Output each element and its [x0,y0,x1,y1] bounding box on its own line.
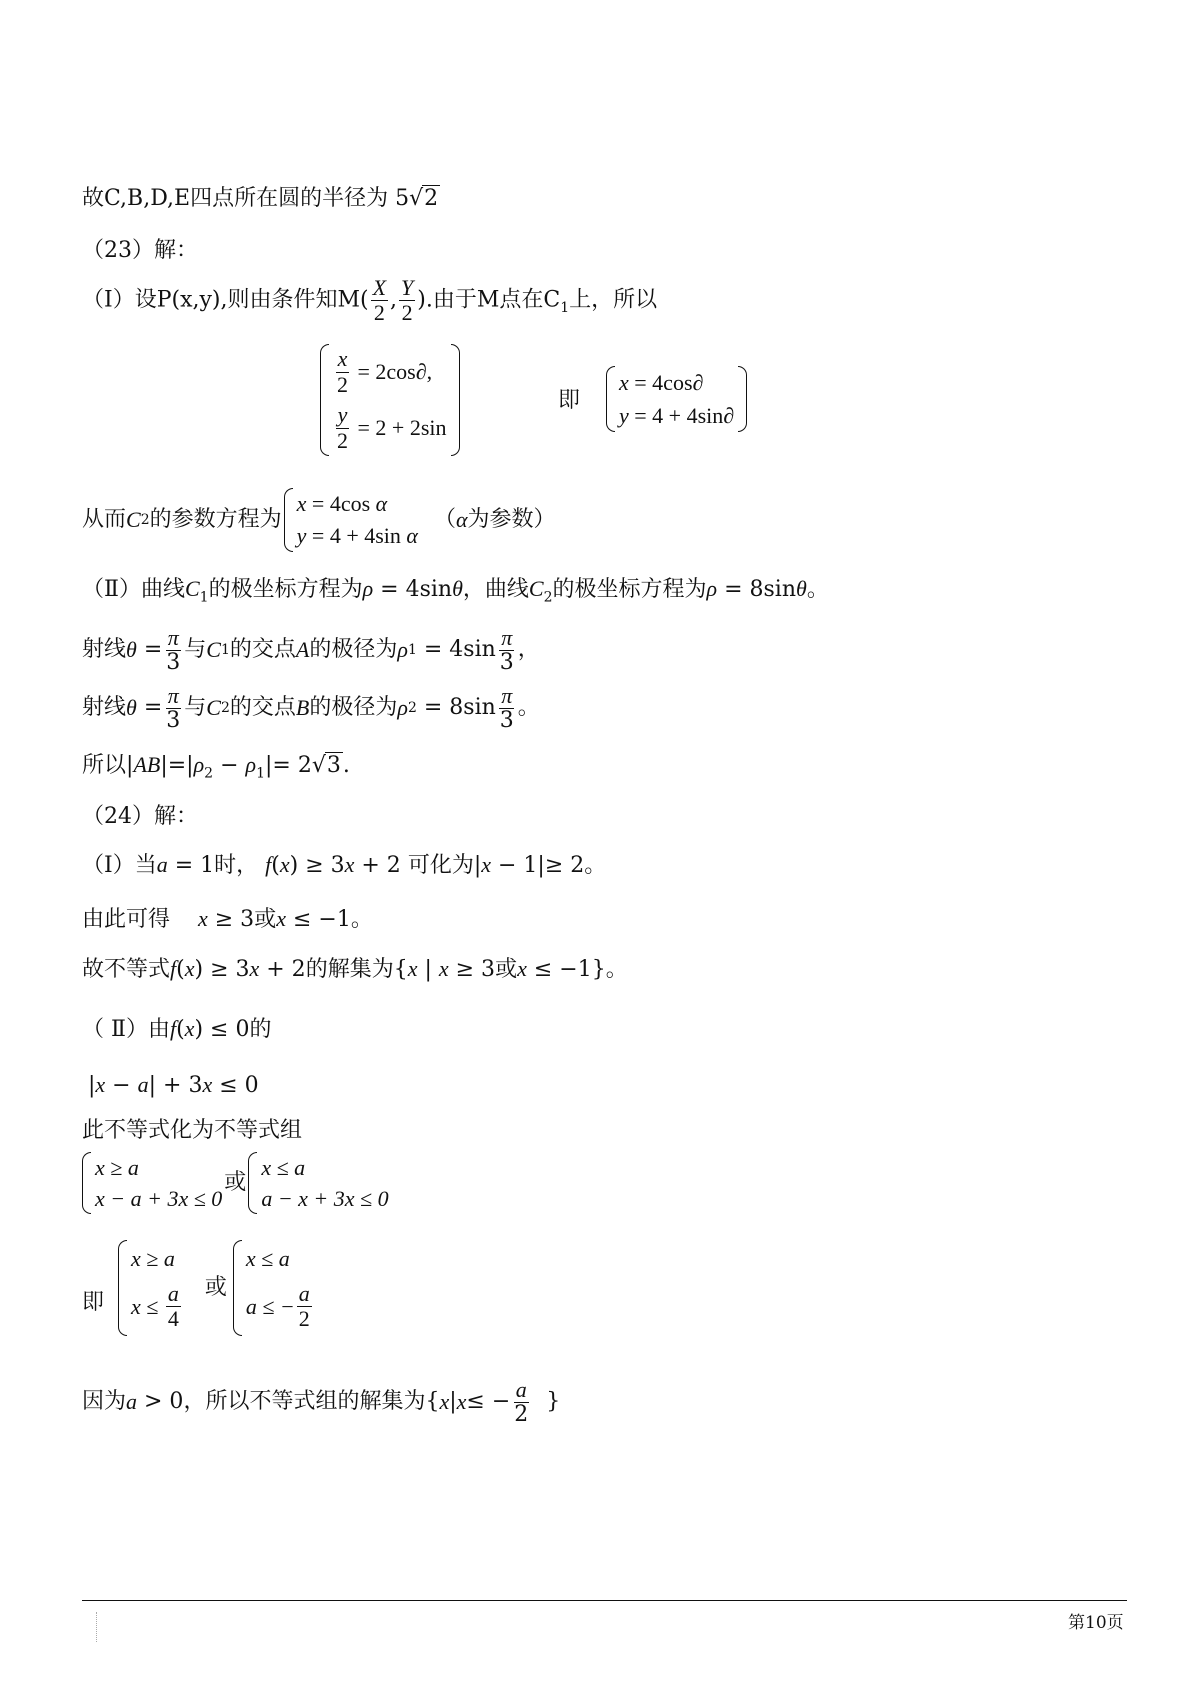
equation-abs-inequality: |x − a| + 3x ≤ 0 [88,1072,259,1098]
equation-simplified-systems: x ≥ a x ≤ $\frac{a}{4}$ 或 x ≤ a a ≤ − $\frac{a}{2}$ [118,1240,314,1336]
page-number: 第10页 [1068,1613,1124,1633]
text-part-2-start: （ Ⅱ）由f(x) ≤ 0的 [82,1016,272,1042]
heading-problem-24: （24）解： [82,804,198,829]
text-final-solution: 因为 a > 0 ，所以不等式组的解集为 { x | x ≤ − $\frac{a}{2}$ } [82,1377,561,1428]
text-system-intro: 此不等式化为不等式组 [82,1118,303,1143]
text-c2-parametric: 从而 C 2 的参数方程为 x = 4cos α y = 4 + 4sin α （ α 为参数） [82,488,556,552]
text-radius-conclusion: 故C,B,D,E四点所在圆的半径为 5√2 [82,186,439,211]
footer-rule [82,1600,1127,1601]
text-ji: 即 [558,388,581,413]
margin-dots [96,1612,97,1642]
equation-system-p: x = 4cos∂ y = 4 + 4sin∂ [606,366,747,432]
text-ji-2: 即 [82,1290,105,1315]
text-ray-a: 射线 θ = $\frac{\pi}{3}$ 与 C 1 的交点 A 的极径为 ρ 1 = 4sin $\frac{\pi}{3}$ ， [82,625,540,676]
text-part-2-polar: （Ⅱ）曲线$C_1$的极坐标方程为ρ = 4sinθ，曲线$C_2$的极坐标方程为ρ = 8sinθ。 [82,576,829,606]
text-ray-b: 射线 θ = $\frac{\pi}{3}$ 与 C 2 的交点 B 的极径为 ρ 2 = 8sin $\frac{\pi}{3}$ 。 [82,683,540,734]
text-derived: 由此可得 x ≥ 3或x ≤ −1。 [82,906,373,932]
equation-inequality-systems: x ≥ a x − a + 3x ≤ 0 或 x ≤ a a − x + 3x ≤ 0 [82,1152,389,1214]
text-ab-length: 所以$|AB|=|\rho_2 - \rho_1|= 2√3$. [82,752,350,782]
text-part-1-intro: （I）设P(x,y),则由条件知M( $\frac{X}{2}$ , $\frac{Y}{2}$ ).由于M点在$C_1$上，所以 [82,275,658,326]
text-solution-set-1: 故不等式f(x) ≥ 3x + 2的解集为{x | x ≥ 3或x ≤ −1}。 [82,956,628,982]
text-part-1-case: （Ⅰ）当a = 1时， f(x) ≥ 3x + 2 可化为|x − 1|≥ 2。 [82,852,607,878]
equation-system-m: $\frac{x}{2}$ = 2cos∂, $\frac{y}{2}$ = 2 + 2sin [320,344,460,456]
heading-problem-23: （23）解： [82,238,198,263]
